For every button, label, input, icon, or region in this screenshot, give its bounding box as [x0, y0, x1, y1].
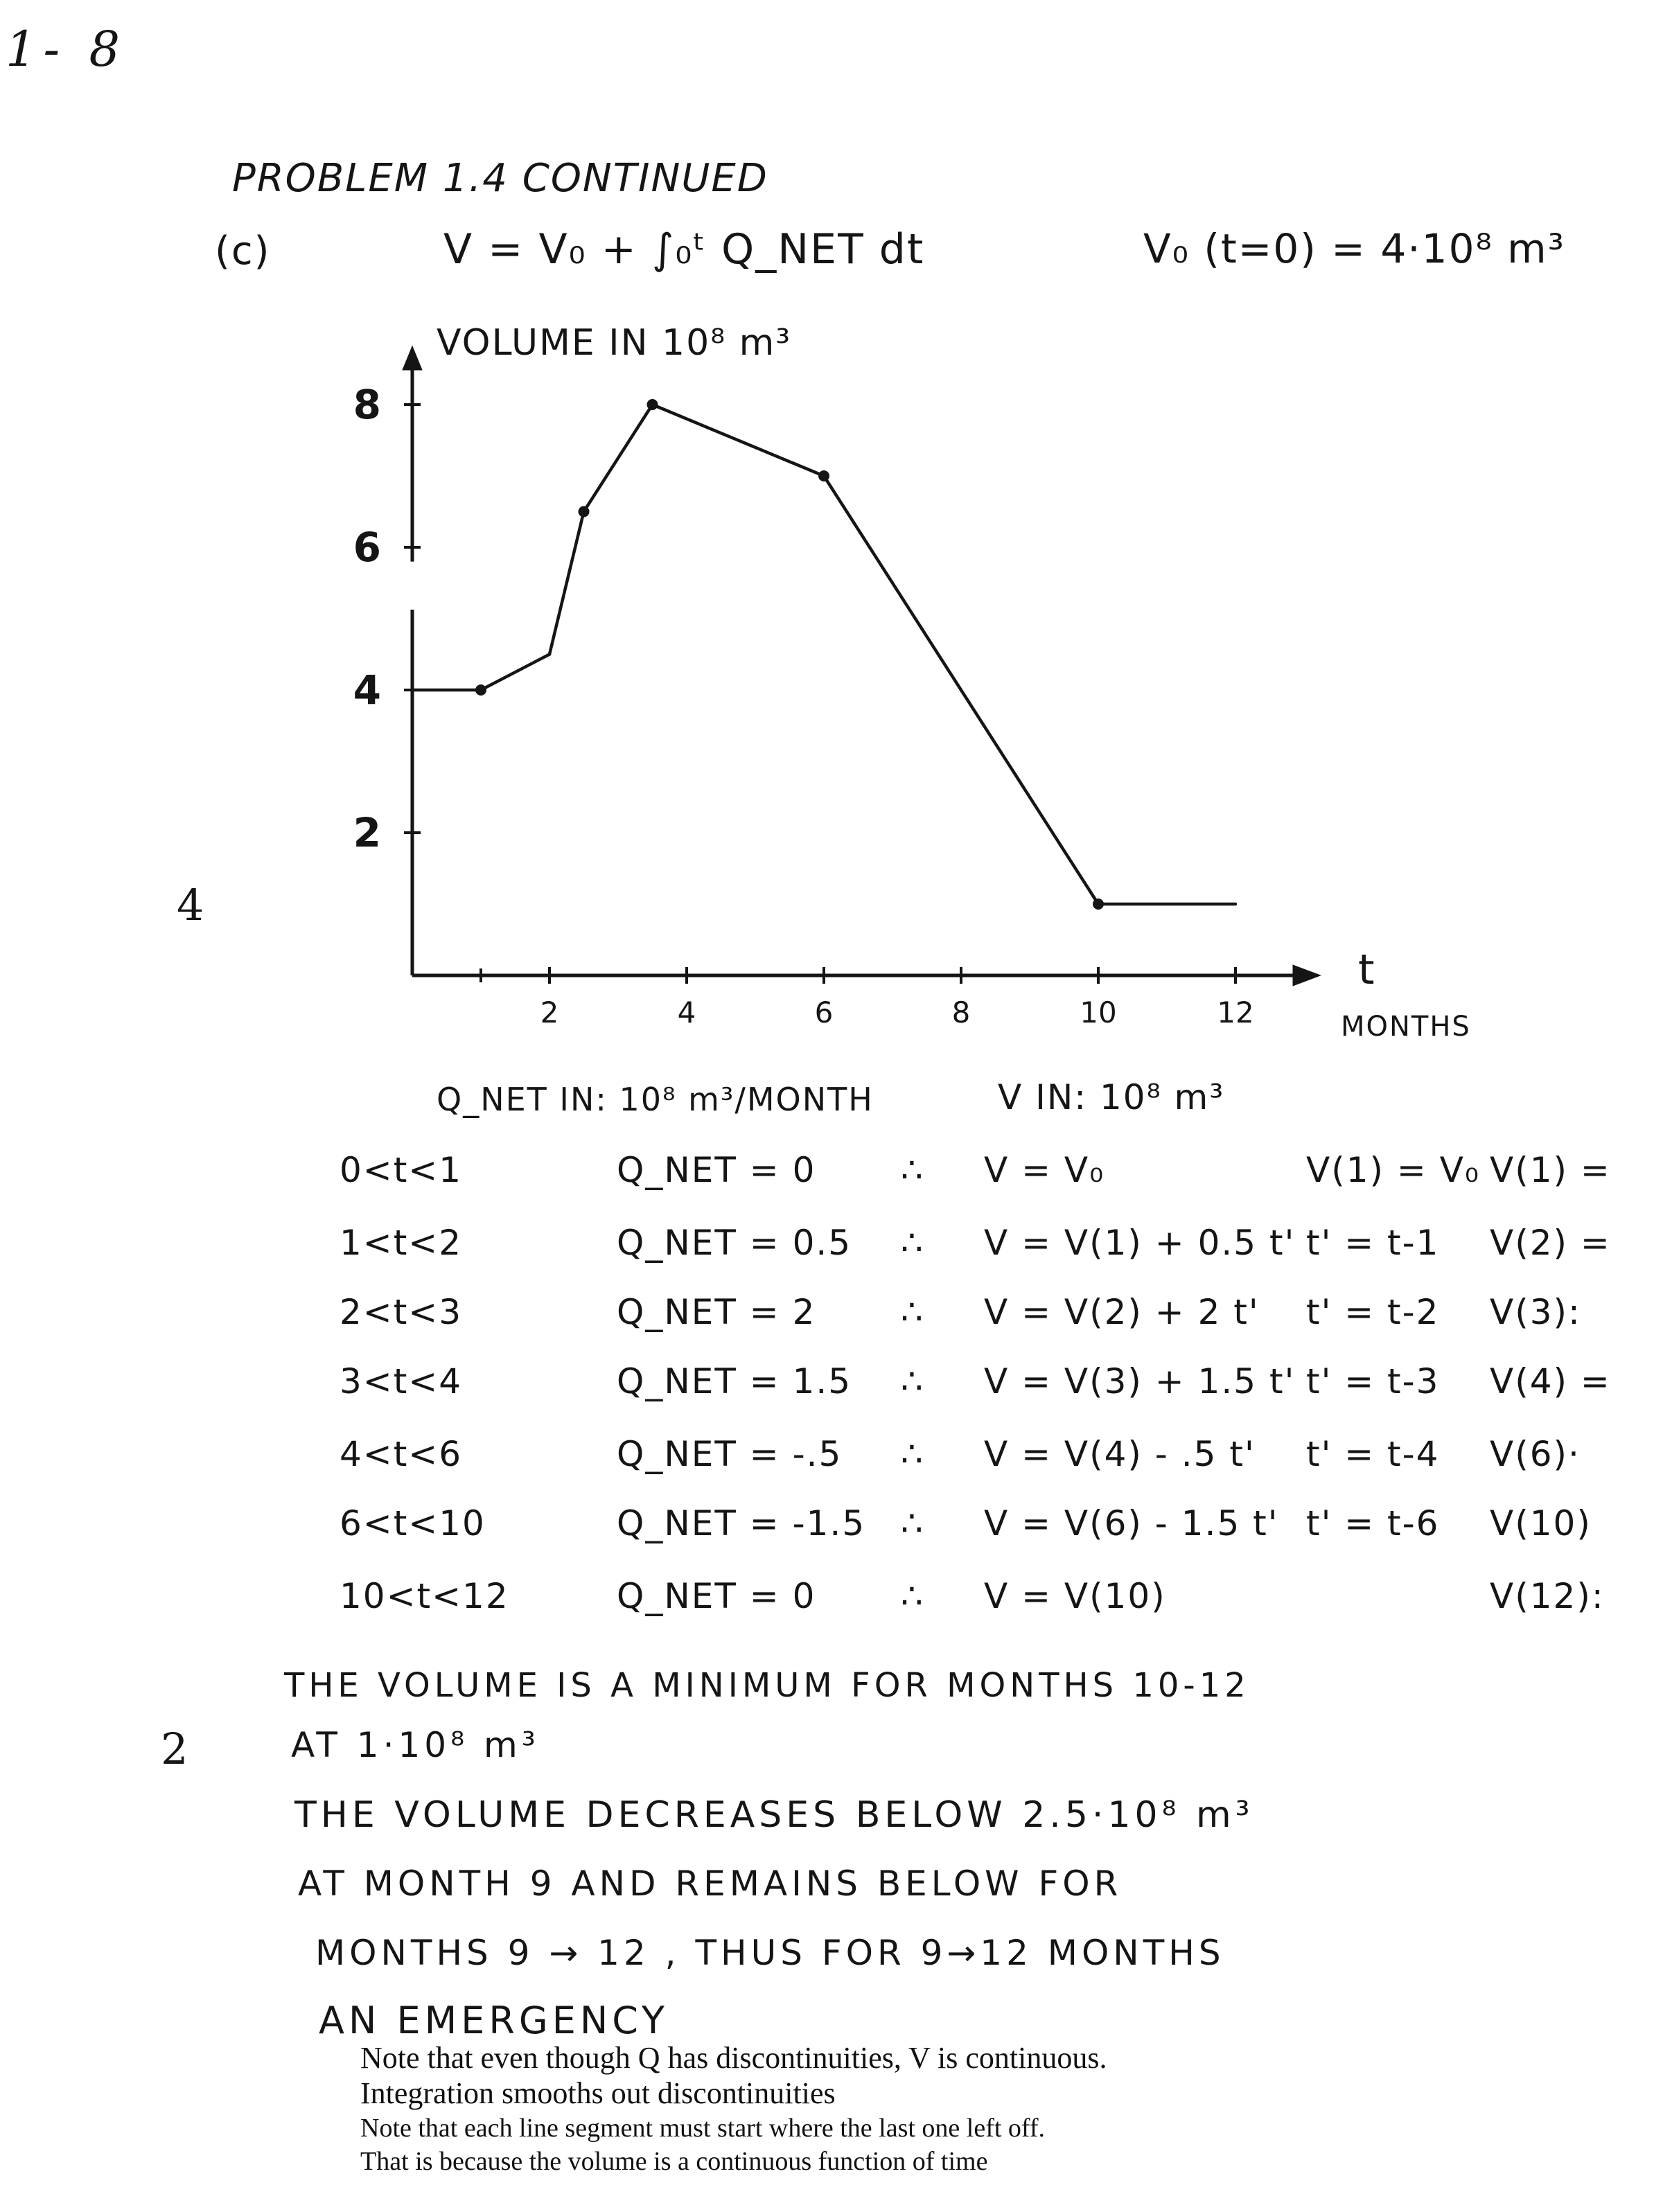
table-therefore: ∴: [901, 1361, 924, 1401]
series-segment: [481, 655, 549, 691]
table-v-expression: V = V(1) + 0.5 t': [984, 1223, 1296, 1263]
margin-mark-score-1: 4: [177, 880, 206, 930]
table-therefore: ∴: [901, 1576, 924, 1616]
y-tick-label: 8: [353, 381, 381, 428]
table-extra: t' = t-4: [1306, 1434, 1440, 1474]
series-segment: [549, 512, 584, 655]
x-tick-label: 12: [1217, 996, 1254, 1029]
table-end-value: V(12):: [1490, 1576, 1605, 1616]
data-point: [475, 684, 486, 696]
conclusion-line-4: AT MONTH 9 AND REMAINS BELOW FOR: [298, 1864, 1123, 1904]
table-range: 6<t<10: [340, 1503, 486, 1543]
table-row: [0, 1434, 1663, 1503]
data-point: [647, 399, 658, 410]
table-therefore: ∴: [901, 1292, 924, 1332]
conclusion-line-3: THE VOLUME DECREASES BELOW 2.5·10⁸ m³: [294, 1794, 1254, 1836]
series-segment: [653, 405, 825, 476]
series-segment: [824, 476, 1098, 904]
data-point: [1093, 899, 1104, 910]
table-q-net: Q_NET = 0: [617, 1576, 816, 1616]
table-range: 0<t<1: [340, 1150, 463, 1190]
v-units: V IN: 10⁸ m³: [998, 1077, 1225, 1117]
data-point: [818, 470, 829, 481]
x-tick-label: 2: [540, 996, 559, 1029]
table-row: [0, 1503, 1663, 1573]
series-segment: [584, 405, 653, 512]
x-axis-label: t: [1358, 946, 1375, 994]
table-v-expression: V = V(3) + 1.5 t': [984, 1361, 1296, 1401]
data-point: [579, 506, 590, 517]
table-end-value: V(1) =: [1490, 1150, 1611, 1190]
table-v-expression: V = V(10): [984, 1576, 1166, 1616]
table-v-expression: V = V(6) - 1.5 t': [984, 1503, 1279, 1543]
x-axis-unit: MONTHS: [1341, 1011, 1471, 1043]
volume-equation: V = V₀ + ∫₀ᵗ Q_NET dt: [443, 225, 925, 274]
note-line-2: Integration smooths out discontinuities: [360, 2076, 836, 2110]
table-extra: V(1) = V₀: [1306, 1150, 1480, 1190]
initial-condition: V₀ (t=0) = 4·10⁸ m³: [1143, 225, 1565, 272]
table-range: 10<t<12: [340, 1576, 509, 1616]
table-q-net: Q_NET = 2: [617, 1292, 816, 1332]
table-q-net: Q_NET = 0.5: [617, 1223, 852, 1263]
table-end-value: V(4) =: [1490, 1361, 1611, 1401]
x-tick-label: 6: [814, 996, 834, 1029]
x-axis-arrow: [1294, 967, 1317, 984]
table-row: [0, 1361, 1663, 1431]
table-row: [0, 1223, 1663, 1292]
table-therefore: ∴: [901, 1223, 924, 1263]
table-range: 3<t<4: [340, 1361, 463, 1401]
chart-title: VOLUME IN 10⁸ m³: [437, 322, 792, 364]
conclusion-line-1: THE VOLUME IS A MINIMUM FOR MONTHS 10-12: [284, 1666, 1250, 1705]
table-extra: t' = t-1: [1306, 1223, 1440, 1263]
table-range: 1<t<2: [340, 1223, 463, 1263]
table-extra: t' = t-2: [1306, 1292, 1440, 1332]
conclusion-line-5: MONTHS 9 → 12 , THUS FOR 9→12 MONTHS: [315, 1933, 1225, 1973]
table-end-value: V(3):: [1490, 1292, 1581, 1332]
x-tick-label: 8: [951, 996, 971, 1029]
y-tick-label: 4: [353, 666, 381, 714]
x-tick-label: 10: [1080, 996, 1117, 1029]
table-end-value: V(6)·: [1490, 1434, 1581, 1474]
table-extra: t' = t-6: [1306, 1503, 1440, 1543]
y-tick-label: 6: [353, 524, 381, 571]
conclusion-line-2: AT 1·10⁸ m³: [291, 1725, 540, 1765]
note-line-1: Note that even though Q has discontinuities, V is continuous.: [360, 2041, 1107, 2075]
part-label: (c): [215, 229, 271, 274]
table-q-net: Q_NET = 1.5: [617, 1361, 852, 1401]
table-end-value: V(2) =: [1490, 1223, 1611, 1263]
conclusion-line-6: AN EMERGENCY: [319, 1999, 669, 2042]
table-end-value: V(10): [1490, 1503, 1592, 1543]
table-q-net: Q_NET = 0: [617, 1150, 816, 1190]
table-q-net: Q_NET = -.5: [617, 1434, 843, 1474]
q-units: Q_NET IN: 10⁸ m³/MONTH: [437, 1081, 874, 1118]
table-v-expression: V = V(4) - .5 t': [984, 1434, 1256, 1474]
table-range: 4<t<6: [340, 1434, 463, 1474]
table-extra: t' = t-3: [1306, 1361, 1440, 1401]
margin-mark-score-2: 2: [161, 1724, 190, 1774]
table-therefore: ∴: [901, 1503, 924, 1543]
table-v-expression: V = V₀: [984, 1150, 1105, 1190]
x-tick-label: 4: [677, 996, 696, 1029]
y-tick-label: 2: [353, 809, 381, 856]
table-q-net: Q_NET = -1.5: [617, 1503, 866, 1543]
note-line-3: Note that each line segment must start where the last one left off.: [360, 2114, 1046, 2143]
table-row: [0, 1576, 1663, 1645]
note-line-4: That is because the volume is a continuous function of time: [360, 2147, 988, 2176]
table-row: [0, 1150, 1663, 1219]
table-range: 2<t<3: [340, 1292, 463, 1332]
page-tag: 1- 8: [6, 21, 127, 78]
table-row: [0, 1292, 1663, 1361]
problem-heading: PROBLEM 1.4 CONTINUED: [232, 156, 768, 201]
table-v-expression: V = V(2) + 2 t': [984, 1292, 1260, 1332]
table-therefore: ∴: [901, 1150, 924, 1190]
table-therefore: ∴: [901, 1434, 924, 1474]
